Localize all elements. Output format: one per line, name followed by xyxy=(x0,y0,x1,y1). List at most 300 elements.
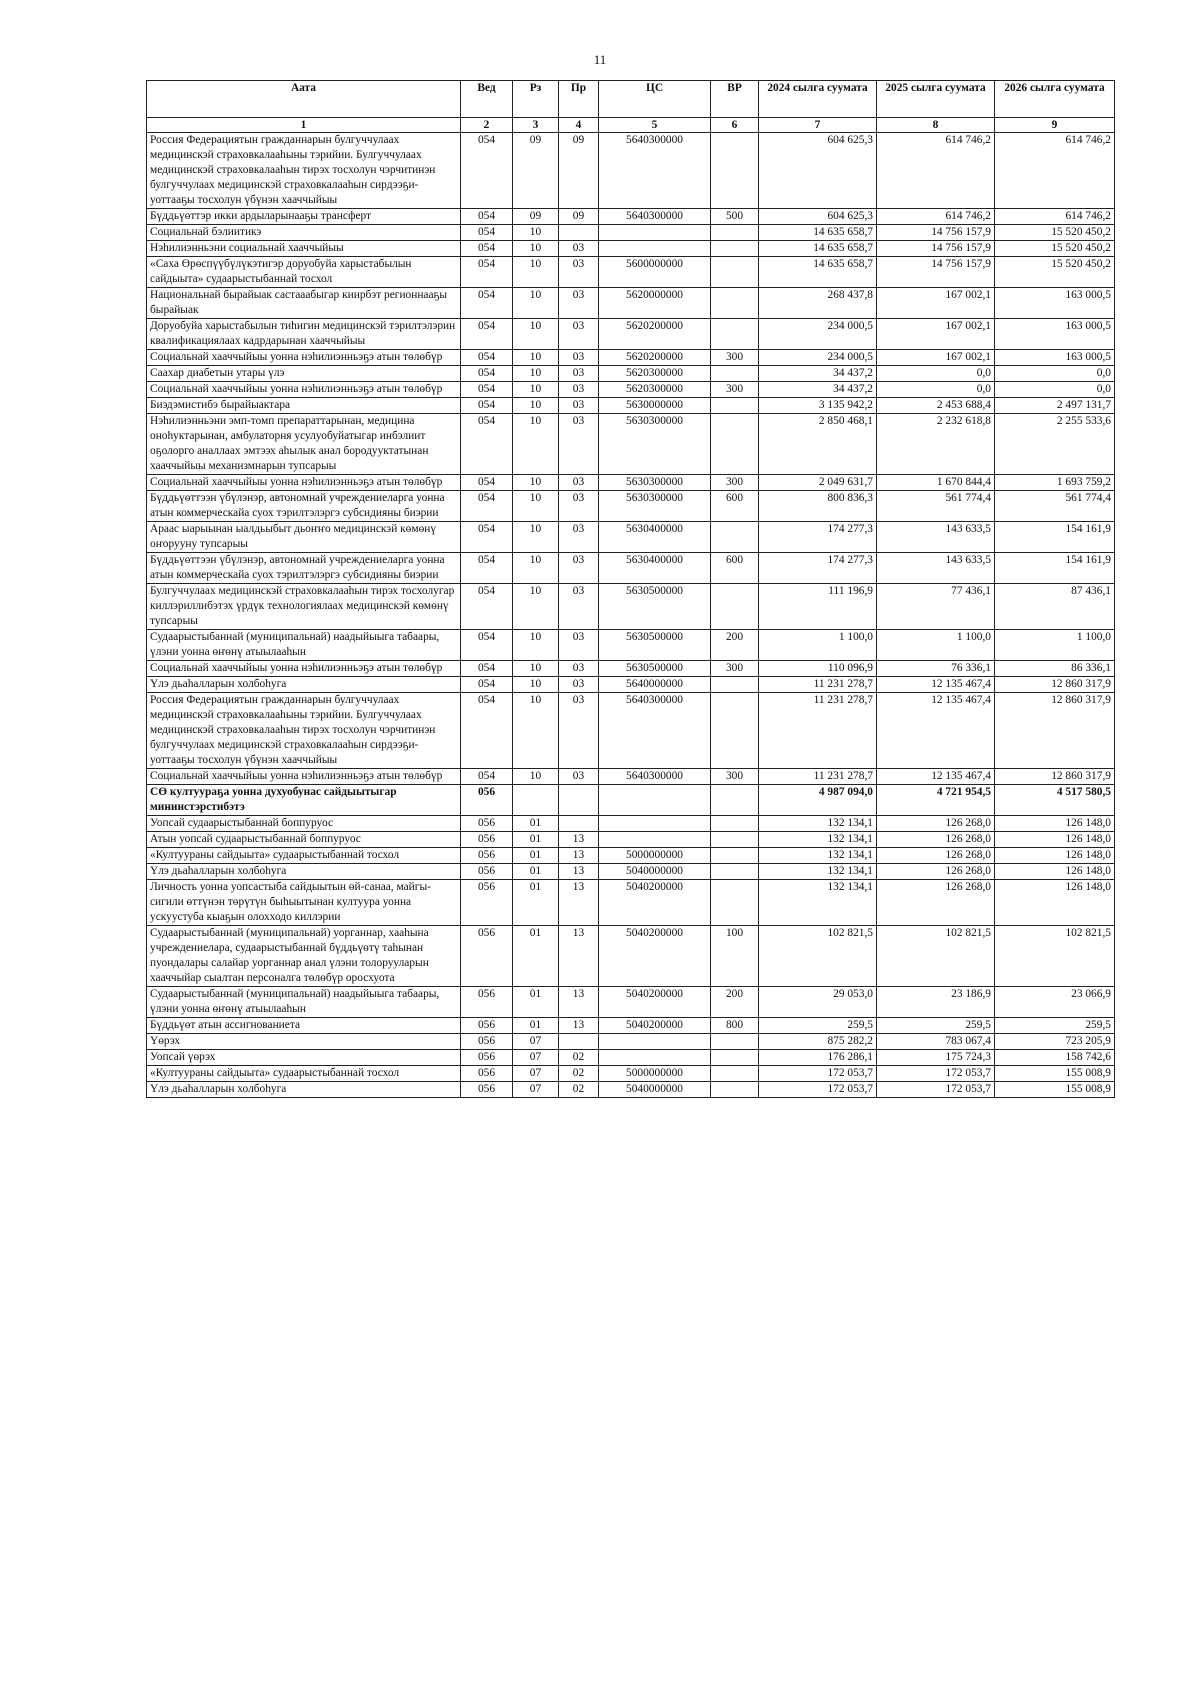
pr-cell xyxy=(559,785,599,816)
row-name-cell: Социальнай хааччыйыы уонна нэһилиэнньэҕэ атын төлөбүр xyxy=(147,769,461,785)
table-row xyxy=(147,491,1115,522)
cs-cell: 5630500000 xyxy=(599,661,711,677)
pr-cell: 03 xyxy=(559,522,599,553)
table-row xyxy=(147,288,1115,319)
amount-2025-cell: 14 756 157,9 xyxy=(877,257,995,288)
amount-2026-cell: 86 336,1 xyxy=(995,661,1115,677)
vr-cell xyxy=(711,1034,759,1050)
amount-2024-cell: 234 000,5 xyxy=(759,350,877,366)
rz-cell: 09 xyxy=(513,209,559,225)
pr-cell: 03 xyxy=(559,382,599,398)
cs-cell xyxy=(599,1034,711,1050)
vr-cell xyxy=(711,225,759,241)
table-row xyxy=(147,832,1115,848)
vr-cell xyxy=(711,522,759,553)
amount-2026-cell: 2 255 533,6 xyxy=(995,414,1115,475)
table-row xyxy=(147,769,1115,785)
vr-cell xyxy=(711,785,759,816)
row-name-cell: Үлэ дьаһалларын холбоһуга xyxy=(147,864,461,880)
table-row xyxy=(147,661,1115,677)
row-name-cell: Бүддьүөттээн үбүлэнэр, автономнай учреждениеларга уонна атын коммерческайа суох тэрилтэлэргэ субсидияны биэрии xyxy=(147,491,461,522)
column-index: 8 xyxy=(877,118,995,133)
amount-2024-cell: 34 437,2 xyxy=(759,382,877,398)
row-name-cell: Россия Федерациятын гражданнарын булгуччулаах медицинскэй страховкалааһыны тэрийии. Булгуччулаах медицинскэй страховкалааһын тирэх тосхолун чэрчитинэн булгуччулаах медицинскэй страховкалааһын сирдээҕи-уоттааҕы тосхолун үбүнэн хааччыйыы xyxy=(147,693,461,769)
row-name-cell: Үлэ дьаһалларын холбоһуга xyxy=(147,1082,461,1098)
ved-cell: 054 xyxy=(461,553,513,584)
column-index: 9 xyxy=(995,118,1115,133)
column-index: 2 xyxy=(461,118,513,133)
column-index: 5 xyxy=(599,118,711,133)
amount-2024-cell: 132 134,1 xyxy=(759,832,877,848)
cs-cell: 5000000000 xyxy=(599,1066,711,1082)
header-rz: Рз xyxy=(513,81,559,118)
rz-cell: 10 xyxy=(513,769,559,785)
pr-cell: 03 xyxy=(559,769,599,785)
amount-2026-cell: 12 860 317,9 xyxy=(995,769,1115,785)
amount-2025-cell: 76 336,1 xyxy=(877,661,995,677)
vr-cell: 800 xyxy=(711,1018,759,1034)
header-pr: Пр xyxy=(559,81,599,118)
amount-2025-cell: 167 002,1 xyxy=(877,350,995,366)
amount-2024-cell: 2 049 631,7 xyxy=(759,475,877,491)
pr-cell xyxy=(559,225,599,241)
cs-cell: 5600000000 xyxy=(599,257,711,288)
amount-2024-cell: 132 134,1 xyxy=(759,816,877,832)
amount-2024-cell: 1 100,0 xyxy=(759,630,877,661)
rz-cell: 10 xyxy=(513,491,559,522)
pr-cell: 02 xyxy=(559,1050,599,1066)
vr-cell xyxy=(711,398,759,414)
vr-cell xyxy=(711,319,759,350)
vr-cell: 300 xyxy=(711,475,759,491)
row-name-cell: «Саха Өрөспүүбүлүкэтигэр доруобуйа харыстабылын сайдыыта» судаарыстыбаннай тосхол xyxy=(147,257,461,288)
rz-cell: 07 xyxy=(513,1082,559,1098)
cs-cell: 5040200000 xyxy=(599,926,711,987)
amount-2025-cell: 614 746,2 xyxy=(877,133,995,209)
row-name-cell: Доруобуйа харыстабылын тиһигин медицинскэй тэрилтэлэрин квалификациялаах кадрдарынан хааччыйыы xyxy=(147,319,461,350)
pr-cell: 02 xyxy=(559,1066,599,1082)
pr-cell: 09 xyxy=(559,209,599,225)
ved-cell: 054 xyxy=(461,133,513,209)
amount-2024-cell: 2 850 468,1 xyxy=(759,414,877,475)
table-row xyxy=(147,926,1115,987)
pr-cell: 03 xyxy=(559,677,599,693)
ved-cell: 056 xyxy=(461,1082,513,1098)
cs-cell: 5630300000 xyxy=(599,491,711,522)
amount-2026-cell: 0,0 xyxy=(995,382,1115,398)
cs-cell xyxy=(599,1050,711,1066)
amount-2024-cell: 11 231 278,7 xyxy=(759,769,877,785)
cs-cell: 5640300000 xyxy=(599,133,711,209)
pr-cell: 03 xyxy=(559,630,599,661)
table-row xyxy=(147,848,1115,864)
amount-2026-cell: 155 008,9 xyxy=(995,1066,1115,1082)
budget-table xyxy=(146,80,1115,1098)
ved-cell: 054 xyxy=(461,241,513,257)
pr-cell: 09 xyxy=(559,133,599,209)
ved-cell: 054 xyxy=(461,288,513,319)
column-index: 7 xyxy=(759,118,877,133)
cs-cell: 5630500000 xyxy=(599,630,711,661)
row-name-cell: Үлэ дьаһалларын холбоһуга xyxy=(147,677,461,693)
row-name-cell: Булгуччулаах медицинскэй страховкалааһын тирэх тосхолугар киллэриллибэтэх үрдүк технологиялаах медицинскэй көмөнү тупсарыы xyxy=(147,584,461,630)
rz-cell: 10 xyxy=(513,475,559,491)
amount-2024-cell: 34 437,2 xyxy=(759,366,877,382)
amount-2024-cell: 14 635 658,7 xyxy=(759,241,877,257)
amount-2025-cell: 12 135 467,4 xyxy=(877,769,995,785)
pr-cell: 03 xyxy=(559,693,599,769)
pr-cell: 13 xyxy=(559,848,599,864)
amount-2024-cell: 132 134,1 xyxy=(759,880,877,926)
amount-2024-cell: 111 196,9 xyxy=(759,584,877,630)
row-name-cell: Бүддьүөттээн үбүлэнэр, автономнай учреждениеларга уонна атын коммерческайа суох тэрилтэлэргэ субсидияны биэрии xyxy=(147,553,461,584)
amount-2026-cell: 23 066,9 xyxy=(995,987,1115,1018)
pr-cell xyxy=(559,816,599,832)
amount-2024-cell: 4 987 094,0 xyxy=(759,785,877,816)
rz-cell: 10 xyxy=(513,382,559,398)
ved-cell: 056 xyxy=(461,864,513,880)
ved-cell: 054 xyxy=(461,366,513,382)
row-name-cell: Нэһилиэнньэни социальнай хааччыйыы xyxy=(147,241,461,257)
row-name-cell: Уопсай үөрэх xyxy=(147,1050,461,1066)
rz-cell: 10 xyxy=(513,398,559,414)
amount-2026-cell: 163 000,5 xyxy=(995,350,1115,366)
amount-2026-cell: 15 520 450,2 xyxy=(995,225,1115,241)
column-index: 3 xyxy=(513,118,559,133)
amount-2024-cell: 132 134,1 xyxy=(759,848,877,864)
table-row xyxy=(147,553,1115,584)
page-number: 11 xyxy=(593,52,607,67)
rz-cell: 07 xyxy=(513,1050,559,1066)
amount-2026-cell: 0,0 xyxy=(995,366,1115,382)
header-vr: ВР xyxy=(711,81,759,118)
cs-cell: 5640300000 xyxy=(599,209,711,225)
amount-2024-cell: 234 000,5 xyxy=(759,319,877,350)
amount-2025-cell: 14 756 157,9 xyxy=(877,225,995,241)
column-index: 1 xyxy=(147,118,461,133)
amount-2025-cell: 143 633,5 xyxy=(877,553,995,584)
table-row xyxy=(147,241,1115,257)
amount-2024-cell: 875 282,2 xyxy=(759,1034,877,1050)
cs-cell: 5640000000 xyxy=(599,677,711,693)
header-2024: 2024 сылга суумата xyxy=(759,81,877,118)
amount-2026-cell: 4 517 580,5 xyxy=(995,785,1115,816)
rz-cell: 09 xyxy=(513,133,559,209)
amount-2025-cell: 167 002,1 xyxy=(877,288,995,319)
row-name-cell: Социальнай хааччыйыы уонна нэһилиэнньэҕэ атын төлөбүр xyxy=(147,350,461,366)
vr-cell xyxy=(711,1050,759,1066)
table-row xyxy=(147,1082,1115,1098)
amount-2026-cell: 163 000,5 xyxy=(995,319,1115,350)
amount-2026-cell: 126 148,0 xyxy=(995,864,1115,880)
amount-2026-cell: 2 497 131,7 xyxy=(995,398,1115,414)
table-row xyxy=(147,816,1115,832)
column-index-row xyxy=(147,118,1115,133)
cs-cell: 5620200000 xyxy=(599,319,711,350)
ved-cell: 054 xyxy=(461,491,513,522)
cs-cell: 5630300000 xyxy=(599,414,711,475)
amount-2024-cell: 102 821,5 xyxy=(759,926,877,987)
header-row xyxy=(147,81,1115,118)
pr-cell: 03 xyxy=(559,661,599,677)
vr-cell xyxy=(711,864,759,880)
table-row xyxy=(147,382,1115,398)
column-index: 4 xyxy=(559,118,599,133)
amount-2025-cell: 23 186,9 xyxy=(877,987,995,1018)
row-name-cell: Социальнай хааччыйыы уонна нэһилиэнньэҕэ атын төлөбүр xyxy=(147,382,461,398)
cs-cell: 5630300000 xyxy=(599,475,711,491)
table-row xyxy=(147,319,1115,350)
header-2026: 2026 сылга суумата xyxy=(995,81,1115,118)
table-row xyxy=(147,677,1115,693)
vr-cell xyxy=(711,816,759,832)
pr-cell: 03 xyxy=(559,553,599,584)
amount-2025-cell: 126 268,0 xyxy=(877,848,995,864)
table-row xyxy=(147,864,1115,880)
pr-cell: 03 xyxy=(559,319,599,350)
table-row xyxy=(147,987,1115,1018)
amount-2026-cell: 259,5 xyxy=(995,1018,1115,1034)
amount-2024-cell: 172 053,7 xyxy=(759,1066,877,1082)
amount-2024-cell: 259,5 xyxy=(759,1018,877,1034)
amount-2025-cell: 0,0 xyxy=(877,382,995,398)
amount-2026-cell: 126 148,0 xyxy=(995,832,1115,848)
cs-cell xyxy=(599,225,711,241)
vr-cell: 600 xyxy=(711,491,759,522)
table-row xyxy=(147,414,1115,475)
rz-cell: 10 xyxy=(513,257,559,288)
rz-cell: 10 xyxy=(513,414,559,475)
vr-cell xyxy=(711,584,759,630)
vr-cell: 300 xyxy=(711,350,759,366)
rz-cell: 10 xyxy=(513,630,559,661)
pr-cell: 03 xyxy=(559,241,599,257)
pr-cell: 03 xyxy=(559,491,599,522)
ved-cell: 054 xyxy=(461,257,513,288)
pr-cell: 13 xyxy=(559,880,599,926)
cs-cell: 5040200000 xyxy=(599,987,711,1018)
pr-cell: 03 xyxy=(559,288,599,319)
table-row xyxy=(147,693,1115,769)
amount-2026-cell: 723 205,9 xyxy=(995,1034,1115,1050)
cs-cell: 5040000000 xyxy=(599,864,711,880)
ved-cell: 056 xyxy=(461,1050,513,1066)
amount-2025-cell: 77 436,1 xyxy=(877,584,995,630)
amount-2024-cell: 172 053,7 xyxy=(759,1082,877,1098)
pr-cell: 02 xyxy=(559,1082,599,1098)
amount-2025-cell: 2 453 688,4 xyxy=(877,398,995,414)
vr-cell xyxy=(711,1082,759,1098)
amount-2026-cell: 15 520 450,2 xyxy=(995,241,1115,257)
table-row xyxy=(147,630,1115,661)
rz-cell: 01 xyxy=(513,848,559,864)
vr-cell xyxy=(711,257,759,288)
table-row xyxy=(147,1066,1115,1082)
table-row xyxy=(147,225,1115,241)
rz-cell: 01 xyxy=(513,880,559,926)
table-row xyxy=(147,398,1115,414)
ved-cell: 056 xyxy=(461,1034,513,1050)
table-row xyxy=(147,522,1115,553)
amount-2024-cell: 176 286,1 xyxy=(759,1050,877,1066)
ved-cell: 054 xyxy=(461,584,513,630)
amount-2026-cell: 87 436,1 xyxy=(995,584,1115,630)
cs-cell: 5640300000 xyxy=(599,693,711,769)
ved-cell: 054 xyxy=(461,414,513,475)
ved-cell: 054 xyxy=(461,693,513,769)
ved-cell: 054 xyxy=(461,350,513,366)
ved-cell: 056 xyxy=(461,880,513,926)
pr-cell: 03 xyxy=(559,366,599,382)
ved-cell: 054 xyxy=(461,382,513,398)
cs-cell: 5620000000 xyxy=(599,288,711,319)
vr-cell: 300 xyxy=(711,382,759,398)
cs-cell xyxy=(599,816,711,832)
ved-cell: 056 xyxy=(461,832,513,848)
rz-cell: 01 xyxy=(513,864,559,880)
row-name-cell: Судаарыстыбаннай (муниципальнай) наадыйыыга табаары, үлэни уонна өҥөнү атыылааһын xyxy=(147,630,461,661)
header-ved: Вед xyxy=(461,81,513,118)
amount-2026-cell: 158 742,6 xyxy=(995,1050,1115,1066)
amount-2025-cell: 1 100,0 xyxy=(877,630,995,661)
rz-cell: 07 xyxy=(513,1034,559,1050)
vr-cell: 200 xyxy=(711,630,759,661)
row-name-cell: Араас ыарыынан ыалдьыбыт дьоҥҥо медицинскэй көмөнү оҥорууну тупсарыы xyxy=(147,522,461,553)
cs-cell: 5000000000 xyxy=(599,848,711,864)
vr-cell: 500 xyxy=(711,209,759,225)
rz-cell: 01 xyxy=(513,987,559,1018)
cs-cell: 5620200000 xyxy=(599,350,711,366)
amount-2026-cell: 163 000,5 xyxy=(995,288,1115,319)
header-name: Аата xyxy=(147,81,461,118)
cs-cell xyxy=(599,241,711,257)
vr-cell: 100 xyxy=(711,926,759,987)
amount-2025-cell: 783 067,4 xyxy=(877,1034,995,1050)
pr-cell: 03 xyxy=(559,257,599,288)
cs-cell: 5040200000 xyxy=(599,880,711,926)
rz-cell: 10 xyxy=(513,584,559,630)
vr-cell xyxy=(711,414,759,475)
amount-2026-cell: 126 148,0 xyxy=(995,848,1115,864)
ved-cell: 054 xyxy=(461,522,513,553)
amount-2025-cell: 561 774,4 xyxy=(877,491,995,522)
amount-2026-cell: 126 148,0 xyxy=(995,816,1115,832)
amount-2025-cell: 172 053,7 xyxy=(877,1082,995,1098)
table-row xyxy=(147,785,1115,816)
ved-cell: 054 xyxy=(461,398,513,414)
ved-cell: 056 xyxy=(461,785,513,816)
vr-cell xyxy=(711,133,759,209)
row-name-cell: Бүддьүөттэр икки ардыларынааҕы трансферт xyxy=(147,209,461,225)
amount-2025-cell: 614 746,2 xyxy=(877,209,995,225)
row-name-cell: Национальнай бырайыак састааабыгар киирбэт регионнааҕы бырайыак xyxy=(147,288,461,319)
cs-cell: 5630400000 xyxy=(599,553,711,584)
amount-2024-cell: 132 134,1 xyxy=(759,864,877,880)
ved-cell: 056 xyxy=(461,1018,513,1034)
cs-cell xyxy=(599,832,711,848)
amount-2025-cell: 2 232 618,8 xyxy=(877,414,995,475)
table-row xyxy=(147,1018,1115,1034)
amount-2025-cell: 126 268,0 xyxy=(877,816,995,832)
header-cs: ЦС xyxy=(599,81,711,118)
amount-2024-cell: 604 625,3 xyxy=(759,209,877,225)
vr-cell xyxy=(711,366,759,382)
amount-2026-cell: 15 520 450,2 xyxy=(995,257,1115,288)
amount-2024-cell: 14 635 658,7 xyxy=(759,225,877,241)
amount-2025-cell: 126 268,0 xyxy=(877,864,995,880)
rz-cell: 10 xyxy=(513,350,559,366)
amount-2026-cell: 12 860 317,9 xyxy=(995,677,1115,693)
cs-cell: 5620300000 xyxy=(599,382,711,398)
amount-2026-cell: 1 100,0 xyxy=(995,630,1115,661)
amount-2025-cell: 12 135 467,4 xyxy=(877,677,995,693)
row-name-cell: Судаарыстыбаннай (муниципальнай) наадыйыыга табаары, үлэни уонна өҥөнү атыылааһын xyxy=(147,987,461,1018)
row-name-cell: «Култуураны сайдыыта» судаарыстыбаннай тосхол xyxy=(147,848,461,864)
row-name-cell: Бүддьүөт атын ассигнованиета xyxy=(147,1018,461,1034)
cs-cell xyxy=(599,785,711,816)
ved-cell: 054 xyxy=(461,630,513,661)
ved-cell: 054 xyxy=(461,769,513,785)
amount-2026-cell: 102 821,5 xyxy=(995,926,1115,987)
amount-2025-cell: 14 756 157,9 xyxy=(877,241,995,257)
vr-cell xyxy=(711,848,759,864)
amount-2024-cell: 14 635 658,7 xyxy=(759,257,877,288)
ved-cell: 054 xyxy=(461,475,513,491)
vr-cell xyxy=(711,677,759,693)
row-name-cell: Саахар диабетын утары үлэ xyxy=(147,366,461,382)
header-2025: 2025 сылга суумата xyxy=(877,81,995,118)
cs-cell: 5040200000 xyxy=(599,1018,711,1034)
row-name-cell: Судаарыстыбаннай (муниципальнай) уорганнар, хааһына учреждениелара, судаарыстыбаннай бүддьүөтү таһынан пуондалары салайар уорганнар анал үлэни толорууларын хааччыйар сыалтан персоналга төлөбүр оросхуота xyxy=(147,926,461,987)
table-body xyxy=(147,133,1115,1098)
row-name-cell: Личность уонна уопсастыба сайдыытын өй-санаа, майгы-сигили өттүнэн төрүтүн быһыытынан култуура уонна ускуустуба кыаҕын олохходо киллэрии xyxy=(147,880,461,926)
amount-2025-cell: 0,0 xyxy=(877,366,995,382)
table-row xyxy=(147,1050,1115,1066)
amount-2025-cell: 175 724,3 xyxy=(877,1050,995,1066)
amount-2026-cell: 154 161,9 xyxy=(995,522,1115,553)
pr-cell: 13 xyxy=(559,987,599,1018)
rz-cell: 10 xyxy=(513,225,559,241)
column-index: 6 xyxy=(711,118,759,133)
rz-cell: 10 xyxy=(513,366,559,382)
ved-cell: 056 xyxy=(461,848,513,864)
table-row xyxy=(147,475,1115,491)
pr-cell: 03 xyxy=(559,414,599,475)
row-name-cell: Үөрэх xyxy=(147,1034,461,1050)
vr-cell xyxy=(711,832,759,848)
ved-cell: 054 xyxy=(461,225,513,241)
cs-cell: 5630000000 xyxy=(599,398,711,414)
vr-cell: 200 xyxy=(711,987,759,1018)
cs-cell: 5640300000 xyxy=(599,769,711,785)
pr-cell: 03 xyxy=(559,475,599,491)
rz-cell: 01 xyxy=(513,1018,559,1034)
amount-2024-cell: 800 836,3 xyxy=(759,491,877,522)
rz-cell: 10 xyxy=(513,241,559,257)
rz-cell: 10 xyxy=(513,693,559,769)
vr-cell xyxy=(711,1066,759,1082)
amount-2025-cell: 12 135 467,4 xyxy=(877,693,995,769)
amount-2025-cell: 126 268,0 xyxy=(877,832,995,848)
rz-cell: 10 xyxy=(513,553,559,584)
pr-cell: 13 xyxy=(559,832,599,848)
amount-2024-cell: 110 096,9 xyxy=(759,661,877,677)
amount-2026-cell: 154 161,9 xyxy=(995,553,1115,584)
rz-cell: 10 xyxy=(513,288,559,319)
amount-2025-cell: 126 268,0 xyxy=(877,880,995,926)
cs-cell: 5630500000 xyxy=(599,584,711,630)
table-row xyxy=(147,880,1115,926)
